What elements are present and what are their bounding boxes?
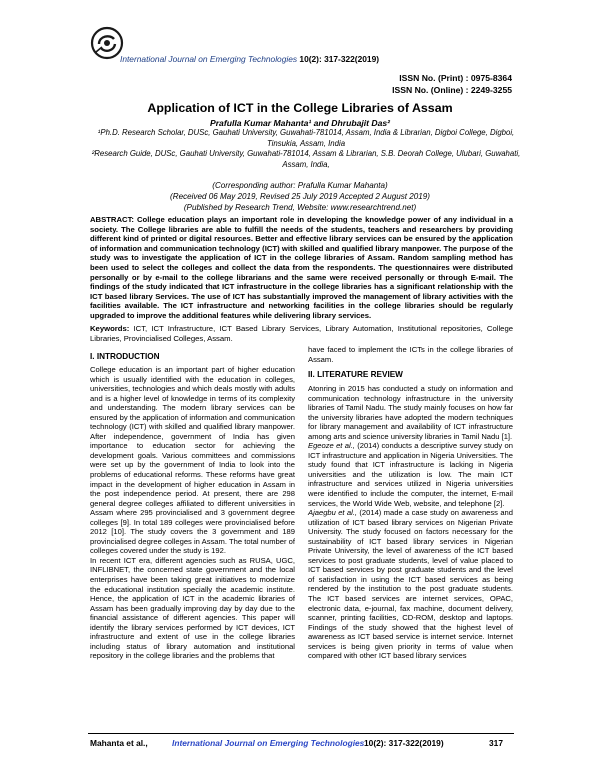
right-column-continued <box>308 345 513 364</box>
section-heading-introduction: I. INTRODUCTION <box>90 352 160 361</box>
right-column <box>308 384 513 661</box>
lit-paragraph-2-text: (2014) conducts a descriptive survey study on ICT infrastructure and application in Nigeria Universities. The study found that ICT infrastructure is lacking in Nigeria universities and the utilization is low. The main ICT infrastructure and services utilized in Nigeria universities were identified to include the computer, the internet, E-mail services, the World Wide Web, website, and telephone [2]. <box>308 441 513 508</box>
abstract: ABSTRACT: College education plays an important role in developing the knowledge power of any individual in a society. The College libraries are able to fulfill the needs of the students, teachers and researchers by providing different kind of printed or digital resources. Better and effective library services can be ensured by the application of information and communication technology (ICT) with skilled and qualified library manpower. The purpose of the study was to investigate the application of ICT in the college libraries of Assam. Random sampling method has been used to select the colleges and collect the data from the respondents. The questionnaires were distributed personally or by e-mail to the college librarians and the same were received personally or through E-mail. The findings of the study indicated that ICT infrastructure in the college libraries has a significant relationship with the ICT based library Services. The use of ICT has substantially improved the management of library activities with the facilities available. The ICT infrastructure and networking facilities in the college libraries should be regularly upgraded to improve the additional features while delivering library services. <box>90 215 513 320</box>
keywords-label: Keywords: <box>90 324 130 333</box>
lit-author-egeoze: Egeoze et al., <box>308 441 355 451</box>
lit-paragraph-3-text: (2014) made a case study on awareness and utilization of ICT based library services on Nigerian Private University. The study focused on factors necessary for the sustainability of ICT based library services in Nigerian Private University, the level of awareness of the ICT based services to post graduate students, level of value placed to ICT based services by post graduate students and the level of satisfaction in using the ICT based services as being rendered by the institution to the post graduate students. The ICT based services are internet services, OPAC, electronic data, e-journal, fax machine, document delivery, scanner, printing facilities, CD-ROM, desktop and laptops. Findings of the study showed that the highest level of awareness as ICT based service is internet service. Internet services is being given priority in terms of value when compared with other ICT based library services <box>308 508 513 661</box>
footer-journal: International Journal on Emerging Technologies <box>172 738 365 748</box>
page-number: 317 <box>489 738 503 748</box>
affiliation-2: ²Research Guide, DUSc, Gauhati University, Guwahati-781014, Assam & Librarian, S.B. Deorah College, Ulubari, Guwahati, Assam, India, <box>91 149 521 169</box>
intro-paragraph-1: College education is an important part of higher education which is usually identified with the education in colleges, universities, technologies and which deals mostly with adults and is a higher level of knowledge in terms of its complexity and understanding. The modern library services can be ensured by the application of information and communication technology (ICT) with skilled and qualified library manpower. After independence, government of India has given importance to education sector for achieving the development goals. Various committees and commissions were set up by the government of India to look into the problems of educational reforms. These reforms have great impact in the development of higher education in Assam in the post independence period. At present, there are 298 general degree colleges affiliated to different universities in Assam where 295 provincialised and 3 government degree colleges [9]. In total 189 colleges were provincialised before 2012 [10]. The study covers the 3 government and 189 provincialised degree colleges in Assam. The total number of colleges covered under the study is 192. <box>90 365 295 556</box>
keywords-list: ICT, ICT Infrastructure, ICT Based Library Services, Library Automation, Institutional repositories, College Libraries, Provincialised Colleges, Assam. <box>90 324 513 343</box>
paper-title: Application of ICT in the College Libraries of Assam <box>147 101 453 115</box>
section-heading-literature-review: II. LITERATURE REVIEW <box>308 370 403 379</box>
affiliation-1: ¹Ph.D. Research Scholar, DUSc, Gauhati University, Guwahati-781014, Assam, India & Librarian, Digboi College, Digboi, Tinsukia, Assam, India <box>97 128 515 148</box>
keywords <box>90 324 513 344</box>
intro-continued: have faced to implement the ICTs in the college libraries of Assam. <box>308 345 513 364</box>
issn-print: ISSN No. (Print) : 0975-8364 <box>399 73 512 83</box>
footer-authors: Mahanta et al., <box>90 738 148 748</box>
lit-paragraph-1: Atonring in 2015 has conducted a study on information and communication technology infrastructure in the university libraries of Tamil Nadu. The study mainly focuses on how far the university libraries have adopted the modern techniques for library management and availability of ICT infrastructure among arts and science university libraries in Tamil Nadu [1]. <box>308 384 513 441</box>
issn-online: ISSN No. (Online) : 2249-3255 <box>392 85 512 95</box>
journal-logo-icon <box>90 26 124 60</box>
left-column <box>90 365 295 661</box>
publisher-line: (Published by Research Trend, Website: www.researchtrend.net) <box>183 203 417 212</box>
footer-rule <box>88 733 514 734</box>
journal-running-head: International Journal on Emerging Technologies 10(2): 317-322(2019) <box>120 54 380 64</box>
submission-dates: (Received 06 May 2019, Revised 25 July 2019 Accepted 2 August 2019) <box>170 192 430 201</box>
intro-paragraph-2: In recent ICT era, different agencies such as RUSA, UGC, INFLIBNET, the concerned state government and the local enterprises have been taking great initiatives to modernize the educational institution specially the academic institute. Hence, the application of ICT in the academic libraries of Assam has been gradually improving day by day due to the financial assistance of different agencies. This paper will identify the library services performed by ICT devices, ICT infrastructure and extent of use in the college libraries including status of library automation and institutional repository in the college libraries and the problems that <box>90 555 295 661</box>
lit-paragraph-3 <box>308 508 513 661</box>
lit-paragraph-2 <box>308 441 513 508</box>
footer-volume: 10(2): 317-322(2019) <box>364 738 444 748</box>
paper-authors: Prafulla Kumar Mahanta¹ and Dhrubajit Das² <box>209 118 391 128</box>
lit-author-ajaegbu: Ajaegbu et al., <box>308 508 358 518</box>
corresponding-author: (Corresponding author: Prafulla Kumar Mahanta) <box>212 181 388 190</box>
